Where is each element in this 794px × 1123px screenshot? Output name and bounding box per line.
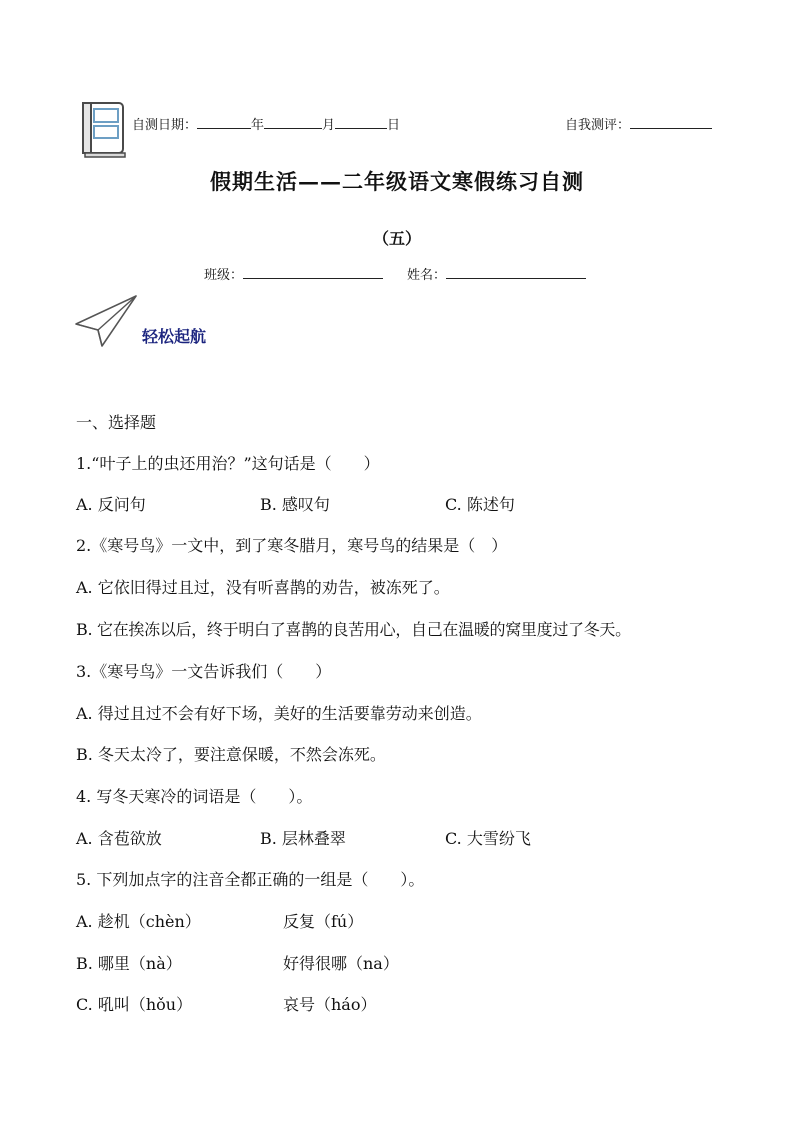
option-a[interactable]: A. 反问句 xyxy=(76,495,146,514)
class-label: 班级： xyxy=(204,268,244,283)
page-subtitle: （五） xyxy=(372,229,421,248)
month-label: 月 xyxy=(322,118,336,133)
date-line xyxy=(132,114,400,133)
paper-plane-icon xyxy=(74,294,140,350)
day-blank[interactable] xyxy=(335,116,387,129)
option-b[interactable]: B. 感叹句 xyxy=(260,495,330,514)
question-stem: 5. 下列加点字的注音全都正确的一组是（ ）。 xyxy=(76,870,425,889)
self-eval-blank[interactable] xyxy=(630,116,712,129)
option-a[interactable]: A. 含苞欲放 xyxy=(76,829,162,848)
question-stem: 2.《寒号鸟》一文中，到了寒冬腊月，寒号鸟的结果是（ ） xyxy=(76,536,508,555)
date-label: 自测日期： xyxy=(132,118,198,133)
question-stem: 4. 写冬天寒冷的词语是（ ）。 xyxy=(76,787,313,806)
option-c-word-2[interactable]: 哀号（háo） xyxy=(283,995,377,1014)
option-a[interactable]: A. 得过且过不会有好下场，美好的生活要靠劳动来创造。 xyxy=(76,704,482,723)
option-c[interactable]: C. 大雪纷飞 xyxy=(445,829,531,848)
name-blank[interactable] xyxy=(446,266,586,279)
option-b[interactable]: B. 层林叠翠 xyxy=(260,829,346,848)
option-b-word-1[interactable]: B. 哪里（nà） xyxy=(76,954,182,973)
section-label: 轻松起航 xyxy=(142,327,207,346)
question-stem: 1.“叶子上的虫还用治？”这句话是（ ） xyxy=(76,454,380,473)
book-icon xyxy=(80,100,130,160)
question-stem: 3.《寒号鸟》一文告诉我们（ ） xyxy=(76,662,332,681)
option-b[interactable]: B. 冬天太冷了，要注意保暖，不然会冻死。 xyxy=(76,745,386,764)
year-label: 年 xyxy=(251,118,265,133)
day-label: 日 xyxy=(387,118,401,133)
self-eval-label: 自我测评： xyxy=(565,118,631,133)
part-heading: 一、选择题 xyxy=(76,413,157,432)
option-b[interactable]: B. 它在挨冻以后，终于明白了喜鹊的良苦用心，自己在温暖的窝里度过了冬天。 xyxy=(76,620,631,639)
class-line xyxy=(204,264,383,283)
name-line xyxy=(407,264,586,283)
option-c-word-1[interactable]: C. 吼叫（hǒu） xyxy=(76,995,193,1014)
month-blank[interactable] xyxy=(264,116,322,129)
name-label: 姓名： xyxy=(407,268,447,283)
self-eval-line xyxy=(565,114,712,133)
class-blank[interactable] xyxy=(243,266,383,279)
option-c[interactable]: C. 陈述句 xyxy=(445,495,515,514)
option-a-word-2[interactable]: 反复（fú） xyxy=(283,912,364,931)
option-a-word-1[interactable]: A. 趁机（chèn） xyxy=(76,912,201,931)
option-a[interactable]: A. 它依旧得过且过，没有听喜鹊的劝告，被冻死了。 xyxy=(76,578,450,597)
year-blank[interactable] xyxy=(197,116,251,129)
option-b-word-2[interactable]: 好得很哪（na） xyxy=(283,954,399,973)
page-title: 假期生活——二年级语文寒假练习自测 xyxy=(210,169,584,194)
